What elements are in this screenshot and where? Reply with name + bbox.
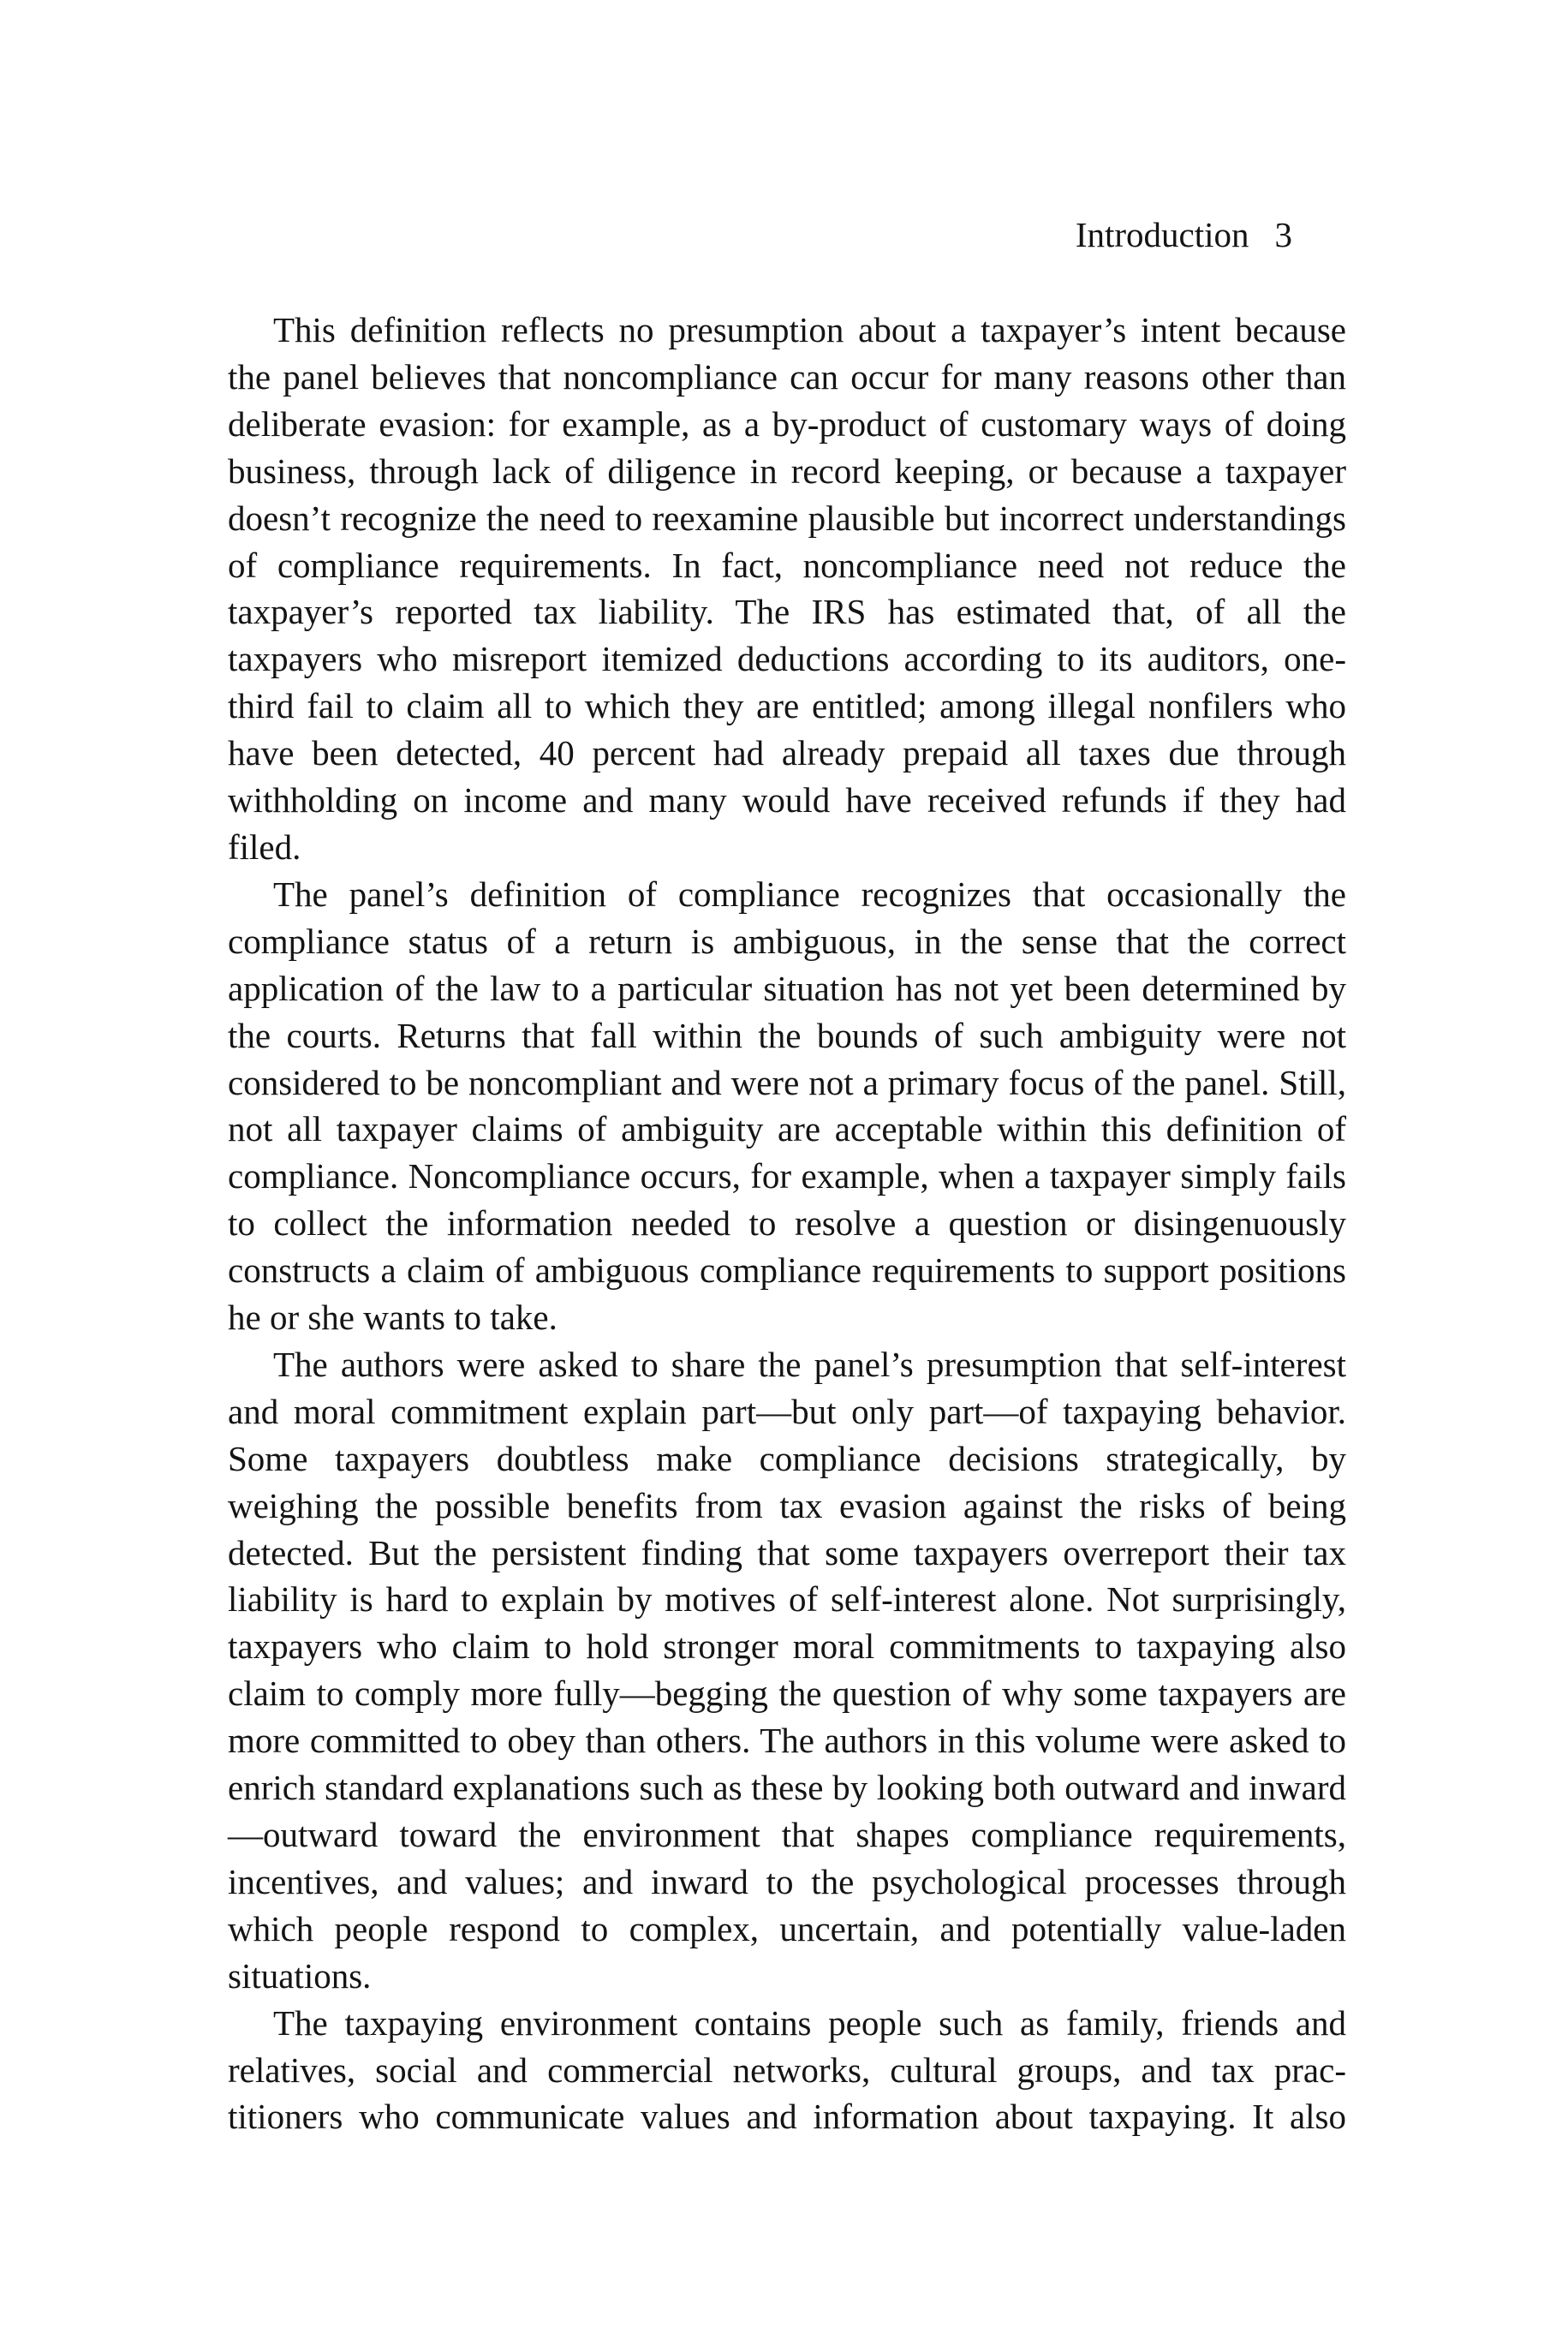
running-title: Introduction bbox=[1075, 215, 1249, 254]
paragraph-environment: The taxpaying environment contains people such as family, friends and relatives, social and commercial networks, cultural groups, and tax practitioners who communicate values and information about taxpaying. It also bbox=[228, 2002, 1346, 2137]
paragraph-self-interest: The authors were asked to share the panel’s presumption that self-interest and moral commitment explain part—but only part—of taxpaying behavior. Some taxpayers doubtless make compliance decisions strategically, by weighing the possible benefits from tax evasion against the risks of being detected. But the persistent finding that some taxpayers overreport their tax liability is hard to explain by motives of self-interest alone. Not surprisingly, taxpayers who claim to hold stronger moral commitments to taxpaying also claim to comply more fully—begging the question of why some taxpayers are more committed to obey than others. The authors in this volume were asked to enrich standard explanations such as these by looking both outward and inward—outward toward the environment that shapes compliance requirements, incentives, and values; and inward to the psychological processes through which people respond to complex, uncertain, and potentially value-laden situations. bbox=[228, 1344, 1346, 1996]
running-header bbox=[1076, 212, 1292, 257]
paragraph-ambiguity: The panel’s definition of compliance recognizes that occasionally the compliance status of a return is ambiguous, in the sense that the correct application of the law to a particular situation has not yet been determined by the courts. Returns that fall within the bounds of such ambiguity were not considered to be noncompliant and were not a primary focus of the panel. Still, not all taxpayer claims of ambiguity are acceptable within this definition of compliance. Noncompliance occurs, for example, when a taxpayer simply fails to collect the information needed to resolve a question or disingenuously constructs a claim of ambiguous compliance requirements to support positions he or she wants to take. bbox=[228, 874, 1346, 1338]
body-text bbox=[228, 307, 1346, 2140]
paragraph-definition: This definition reflects no presumption about a taxpayer’s intent because the panel believes that noncompliance can occur for many reasons other than deliberate evasion: for example, as a by-product of customary ways of doing business, through lack of diligence in record keeping, or because a taxpayer doesn’t recognize the need to reexamine plausible but incorrect understandings of compliance requirements. In fact, noncompliance need not reduce the taxpayer’s reported tax liability. The IRS has estimated that, of all the taxpayers who misreport itemized deductions according to its auditors, one-third fail to claim all to which they are entitled; among illegal nonfilers who have been detected, 40 percent had already prepaid all taxes due through withholding on income and many would have received refunds if they had filed. bbox=[228, 310, 1346, 867]
page-number: 3 bbox=[1274, 215, 1292, 254]
